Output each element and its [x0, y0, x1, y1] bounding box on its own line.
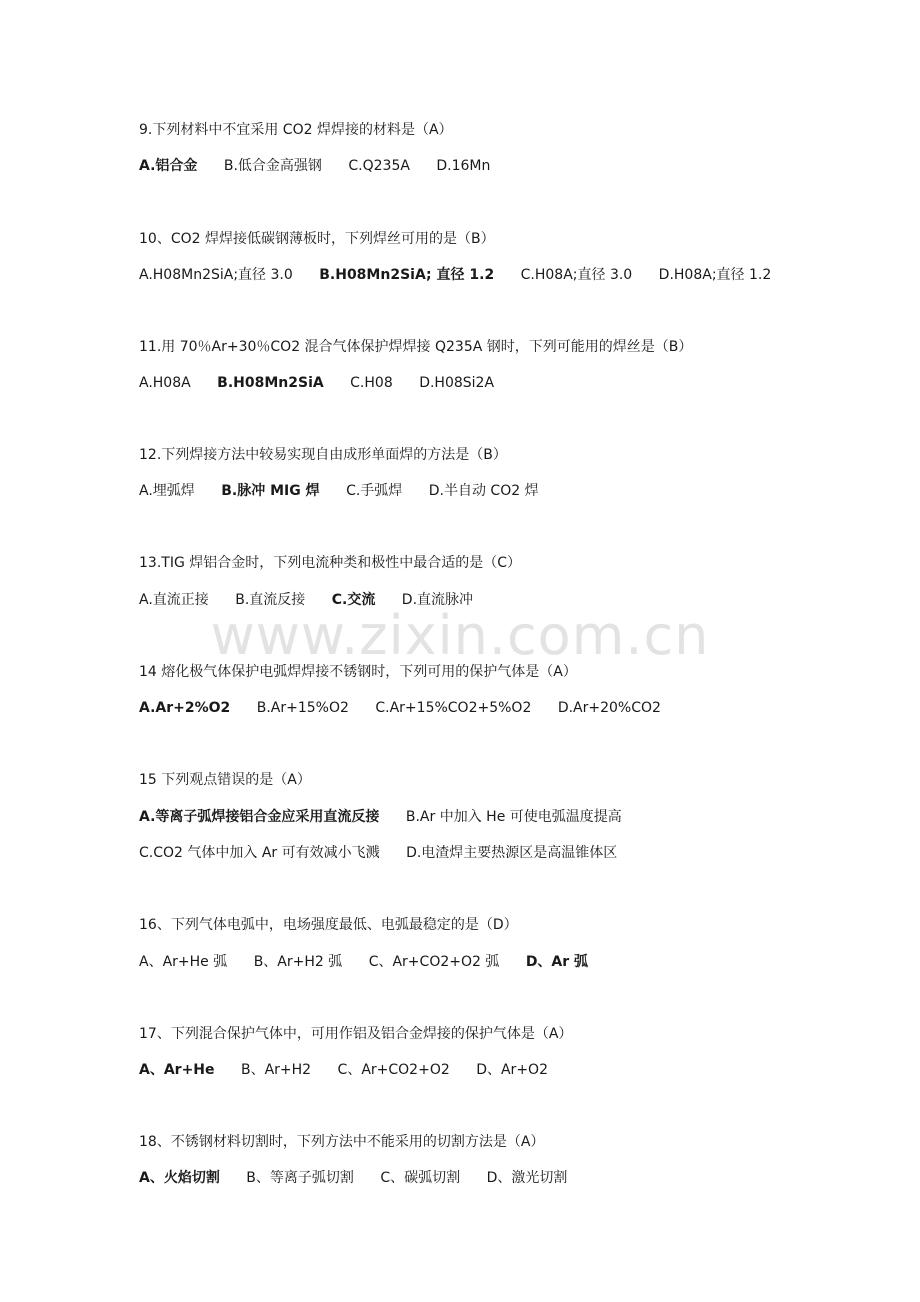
option-d: D、激光切割: [486, 1170, 568, 1186]
option-b: B.Ar+15%O2: [256, 700, 349, 716]
option-b: B.直流反接: [235, 592, 306, 608]
option-c: C.H08A;直径 3.0: [520, 267, 633, 283]
question-14: 14 熔化极气体保护电弧焊焊接不锈钢时，下列可用的保护气体是（A）: [139, 664, 577, 680]
option-a: A.直流正接: [139, 592, 209, 608]
option-a: A.H08Mn2SiA;直径 3.0: [139, 267, 293, 283]
option-b: B、Ar+H2: [240, 1062, 312, 1078]
option-b: B.H08Mn2SiA: [217, 375, 324, 391]
option-c: C、Ar+CO2+O2 弧: [368, 954, 500, 970]
question-11: 11.用 70％Ar+30％CO2 混合气体保护焊焊接 Q235A 钢时，下列可能用的焊丝是（B）: [139, 339, 693, 355]
option-a: A.等离子弧焊接铝合金应采用直流反接: [139, 809, 380, 825]
question-9: 9.下列材料中不宜采用 CO2 焊焊接的材料是（A）: [139, 122, 453, 138]
option-b: B.Ar 中加入 He 可使电弧温度提高: [405, 809, 622, 825]
option-d: D.H08Si2A: [419, 375, 495, 391]
option-b: B、等离子弧切割: [246, 1170, 354, 1186]
option-b: B、Ar+H2 弧: [253, 954, 343, 970]
option-a: A、火焰切割: [139, 1170, 220, 1186]
options-15-row1: [139, 807, 644, 827]
question-13: 13.TIG 焊铝合金时，下列电流种类和极性中最合适的是（C）: [139, 555, 522, 571]
option-d: D.直流脉冲: [401, 592, 474, 608]
option-d: D.H08A;直径 1.2: [658, 267, 772, 283]
options-17: [139, 1060, 570, 1080]
option-c: C、Ar+CO2+O2: [337, 1062, 450, 1078]
option-a: A.H08A: [139, 375, 191, 391]
option-d: D、Ar+O2: [476, 1062, 548, 1078]
question-16: 16、下列气体电弧中，电场强度最低、电弧最稳定的是（D）: [139, 917, 518, 933]
options-12: [139, 481, 561, 501]
option-d: D、Ar 弧: [525, 954, 589, 970]
question-10: 10、CO2 焊焊接低碳钢薄板时，下列焊丝可用的是（B）: [139, 231, 495, 247]
option-a: A、Ar+He: [139, 1062, 215, 1078]
option-c: C、碳弧切割: [380, 1170, 461, 1186]
options-10: [139, 265, 793, 285]
watermark-text: www.zixin.com.cn: [210, 604, 710, 667]
option-a: A.Ar+2%O2: [139, 700, 231, 716]
options-15-row2: [139, 843, 639, 863]
question-15: 15 下列观点错误的是（A）: [139, 772, 311, 788]
options-14: [139, 698, 683, 718]
option-b: B.低合金高强钢: [223, 158, 322, 174]
option-c: C.Ar+15%CO2+5%O2: [375, 700, 532, 716]
option-a: A.埋弧焊: [139, 483, 195, 499]
option-c: C.H08: [350, 375, 393, 391]
option-d: D.Ar+20%CO2: [557, 700, 661, 716]
option-d: D.16Mn: [436, 158, 491, 174]
options-18: [139, 1168, 589, 1188]
options-11: [139, 373, 516, 393]
options-16: [139, 952, 610, 972]
option-a: A、Ar+He 弧: [139, 954, 228, 970]
option-c: C.手弧焊: [346, 483, 403, 499]
options-13: [139, 590, 495, 610]
question-17: 17、下列混合保护气体中，可用作铝及铝合金焊接的保护气体是（A）: [139, 1026, 573, 1042]
option-d: D.半自动 CO2 焊: [428, 483, 539, 499]
option-c: C.Q235A: [348, 158, 410, 174]
options-9: [139, 156, 512, 176]
option-c: C.CO2 气体中加入 Ar 可有效减小飞溅: [139, 845, 380, 861]
option-d: D.电渣焊主要热源区是高温锥体区: [406, 845, 618, 861]
question-18: 18、不锈钢材料切割时，下列方法中不能采用的切割方法是（A）: [139, 1134, 545, 1150]
option-b: B.脉冲 MIG 焊: [221, 483, 320, 499]
question-12: 12.下列焊接方法中较易实现自由成形单面焊的方法是（B）: [139, 447, 507, 463]
option-c: C.交流: [331, 592, 376, 608]
option-b: B.H08Mn2SiA; 直径 1.2: [319, 267, 495, 283]
option-a: A.铝合金: [139, 158, 198, 174]
